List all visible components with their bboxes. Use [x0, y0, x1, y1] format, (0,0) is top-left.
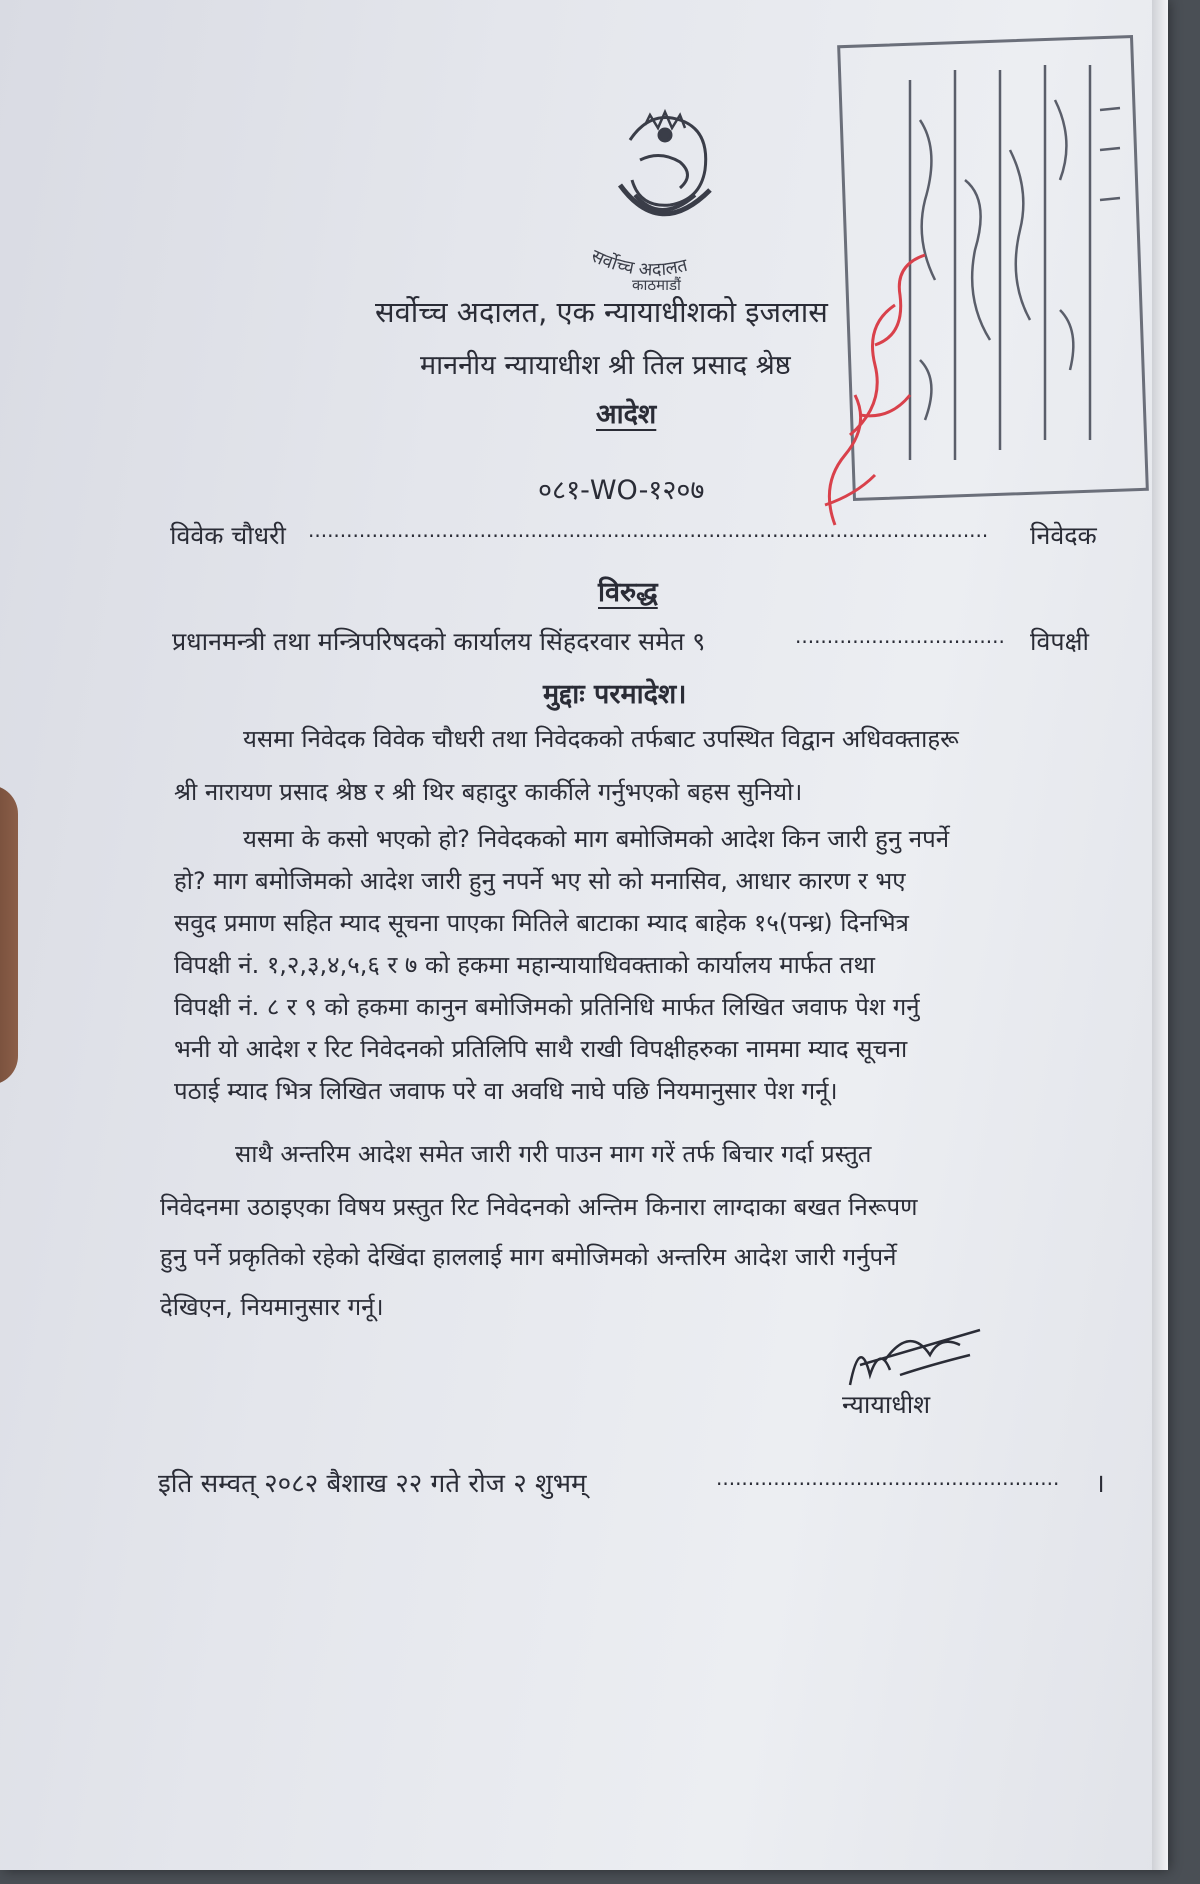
- judge-title: न्यायाधीश: [842, 1390, 931, 1419]
- page-edge: [1152, 0, 1168, 1870]
- paragraph-2-line: भनी यो आदेश र रिट निवेदनको प्रतिलिपि साथै राखी विपक्षीहरुका नाममा म्याद सूचना: [174, 1035, 908, 1063]
- holding-thumb: [0, 785, 18, 1085]
- paragraph-2-line: विपक्षी नं. ८ र ९ को हकमा कानुन बमोजिमको प्रतिनिधि मार्फत लिखित जवाफ पेश गर्नु: [174, 993, 920, 1021]
- respondent-role: विपक्षी: [1030, 627, 1089, 656]
- emblem-arc-text: सर्वोच्च अदालत: [587, 245, 690, 281]
- paragraph-3-line: देखिएन, नियमानुसार गर्नू।: [160, 1293, 384, 1321]
- paragraph-2-line: पठाई म्याद भित्र लिखित जवाफ परे वा अवधि नाघे पछि नियमानुसार पेश गर्नू।: [174, 1077, 838, 1105]
- paragraph-2-line: विपक्षी नं. १,२,३,४,५,६ र ७ को हकमा महान्यायाधिवक्ताको कार्यालय मार्फत तथा: [174, 951, 875, 979]
- petitioner-role: निवेदक: [1030, 521, 1097, 550]
- paragraph-3-line: निवेदनमा उठाइएका विषय प्रस्तुत रिट निवेदनको अन्तिम किनारा लाग्दाका बखत निरूपण: [160, 1193, 918, 1221]
- emblem-city-text: काठमाडौं: [632, 276, 681, 294]
- red-handwritten-mark: [815, 245, 935, 540]
- respondent-name: प्रधानमन्त्री तथा मन्त्रिपरिषदको कार्यालय सिंहदरवार समेत ९: [172, 627, 706, 656]
- court-emblem-seal: [570, 100, 750, 300]
- judge-signature: [840, 1315, 990, 1395]
- paragraph-3-line: हुनु पर्ने प्रकृतिको रहेको देखिंदा हाललाई माग बमोजिमको अन्तरिम आदेश जारी गर्नुपर्ने: [160, 1243, 897, 1271]
- versus-label: विरुद्ध: [598, 577, 658, 608]
- paragraph-1-line: यसमा निवेदक विवेक चौधरी तथा निवेदकको तर्फबाट उपस्थित विद्वान अधिवक्ताहरू: [243, 725, 959, 753]
- paragraph-2-line: हो? माग बमोजिमको आदेश जारी हुनु नपर्ने भए सो को मनासिव, आधार कारण र भए: [174, 867, 906, 895]
- court-line: सर्वोच्च अदालत, एक न्यायाधीशको इजलास: [375, 295, 828, 329]
- respondent-dots: .................................: [795, 624, 1005, 648]
- judge-line: माननीय न्यायाधीश श्री तिल प्रसाद श्रेष्ठ: [420, 350, 791, 381]
- paragraph-3-line: साथै अन्तरिम आदेश समेत जारी गरी पाउन माग गरें तर्फ बिचार गर्दा प्रस्तुत: [235, 1140, 872, 1168]
- date-end-mark: ।: [1095, 1469, 1105, 1499]
- petitioner-dots: ...........................................................................................................: [308, 518, 989, 542]
- paragraph-1-line: श्री नारायण प्रसाद श्रेष्ठ र श्री थिर बहादुर कार्कीले गर्नुभएको बहस सुनियो।: [174, 778, 803, 806]
- date-line: इति सम्वत् २०८२ बैशाख २२ गते रोज २ शुभम्: [158, 1469, 587, 1499]
- petitioner-name: विवेक चौधरी: [170, 521, 286, 550]
- order-title: आदेश: [596, 399, 657, 430]
- case-number: ०८१-WO-१२०७: [538, 475, 705, 506]
- paragraph-2-line: यसमा के कसो भएको हो? निवेदकको माग बमोजिमको आदेश किन जारी हुनु नपर्ने: [243, 825, 950, 853]
- date-dots: ......................................................: [716, 1466, 1060, 1490]
- case-subject: मुद्दाः परमादेश।: [543, 679, 687, 710]
- paragraph-2-line: सवुद प्रमाण सहित म्याद सूचना पाएका मितिले बाटाका म्याद बाहेक १५(पन्ध्र) दिनभित्र: [174, 909, 909, 937]
